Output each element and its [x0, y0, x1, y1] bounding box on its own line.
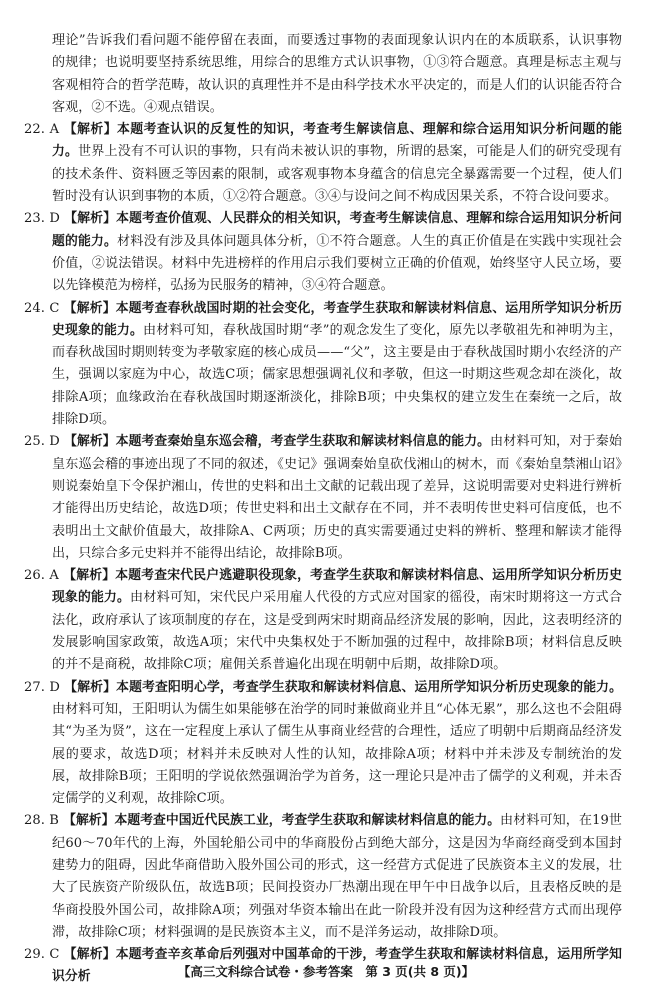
answer-number: 24. C [24, 300, 60, 316]
answer-item-22 [24, 119, 622, 208]
analysis-body: 由材料可知，在19世纪60～70年代的上海，外国轮船公司中的华商股份占到绝大部分，这是因为华商经商受到本国封建势力的阻碍，因此华商借助入股外国公司的形式，这一经营方式促进了民族资本主义的发展，壮大了民族资产阶级队伍，故选B项；民间投资办厂热潮出现在甲午中日战争以后，且表格反映的是华商投股外国公司，故排除A项；列强对华资本输出在此一阶段并没有因为这种经营方式而出现停滞，故排除C项；材料强调的是民族资本主义，而不是洋务运动，故排除D项。 [52, 813, 622, 940]
analysis-lead: 【解析】本题考查辛亥革命后列强对中国革命的干涉，考查学生获取和解读材料信息，运用所学知识分析 [52, 947, 622, 985]
answer-number: 28. B [24, 813, 59, 829]
analysis-lead: 【解析】本题考查宋代民户逃避职役现象，考查学生获取和解读材料信息、运用所学知识分析历史现象的能力。 [52, 568, 622, 606]
analysis-body: 材料没有涉及具体问题具体分析，①不符合题意。人生的真正价值是在实践中实现社会价值，②说法错误。材料中先进榜样的作用启示我们要树立正确的价值观，始终坚守人民立场，要以先锋模范为榜样，弘扬为民服务的精神，③④符合题意。 [52, 233, 622, 294]
answer-number: 27. D [24, 679, 60, 695]
analysis-body: 由材料可知，宋代民户采用雇人代役的方式应对国家的徭役，南宋时期将这一方式合法化，政府承认了该项制度的存在，这是受到两宋时期商品经济发展的影响，因此，这表明经济的发展影响国家政策，故选A项；宋代中央集权处于不断加强的过程中，故排除B项；材料信息反映的并不是商税，故排除C项；雇佣关系普遍化出现在明朝中后期，故排除D项。 [52, 590, 622, 673]
answer-number: 23. D [24, 211, 60, 227]
analysis-lead: 【解析】本题考查中国近代民族工业，考查学生获取和解读材料信息的能力。 [63, 813, 501, 829]
answer-number: 22. A [24, 122, 60, 138]
intro-paragraph: 理论”告诉我们看问题不能停留在表面，而要透过事物的表面现象认识内在的本质联系，认识事物的规律；也说明要坚持系统思维，用综合的思维方式认识事物，①③符合题意。真理是标志主观与客观相符合的哲学范畴，故认识的真理性并不是由科学技术水平决定的，而是人们的认识能否符合客观，②不选。④观点错误。 [52, 33, 622, 115]
answer-number: 25. D [24, 434, 60, 450]
answer-item-25 [24, 431, 622, 565]
answer-item-27 [24, 677, 622, 811]
analysis-body: 由材料可知，春秋战国时期“孝”的观念发生了变化，原先以孝敬祖先和神明为主，而春秋战国时期则转变为孝敬家庭的核心成员——“父”，这主要是由于春秋战国时期小农经济的产生，强调以家庭为中心，故选C项；儒家思想强调礼仪和孝敬，但这一时期这些观念却在淡化，故排除A项；血缘政治在春秋战国时期逐渐淡化，排除B项；中央集权的建立发生在秦统一之后，故排除D项。 [52, 322, 622, 428]
analysis-lead: 【解析】本题考查阳明心学，考查学生获取和解读材料信息、运用所学知识分析历史现象的能力。 [64, 679, 623, 695]
answer-item-28 [24, 810, 622, 944]
analysis-lead: 【解析】本题考查认识的反复性的知识，考查考生解读信息、理解和综合运用知识分析问题的能力。 [52, 122, 622, 160]
answer-item-24 [24, 298, 622, 432]
answer-number: 29. C [24, 947, 60, 963]
page-footer: 【高三文科综合试卷・参考答案 第 3 页(共 8 页)】 [177, 964, 475, 979]
analysis-lead: 【解析】本题考查价值观、人民群众的相关知识，考查考生解读信息、理解和综合运用知识分析问题的能力。 [52, 211, 623, 249]
answer-item-26 [24, 565, 622, 676]
analysis-body: 由材料可知，对于秦始皇东巡会稽的事迹出现了不同的叙述，《史记》强调秦始皇砍伐湘山的树木，而《秦始皇禁湘山诏》则说秦始皇下令保护湘山，传世的史料和出土文献的记载出现了差异，这说明需要对史料进行辨析才能得出历史结论，故选D项；传世史料和出土文献存在不同，并不表明传世史料可信度低，也不表明出土文献价值最大，故排除A、C两项；历史的真实需要通过史料的辨析、整理和解读才能得出，只综合多元史料并不能得出结论，故排除B项。 [52, 434, 623, 561]
analysis-body: 由材料可知，王阳明认为儒生如果能够在治学的同时兼做商业并且“心体无累”，那么这也不会阻碍其“为圣为贤”，这在一定程度上承认了儒生从事商业经营的合理性，适应了明朝中后期商品经济发展的要求，故选D项；材料并未反映对人性的认知，故排除A项；材料中并未涉及专制统治的发展，故排除B项；王阳明的学说依然强调治学为首务，这一理论只是冲击了儒学的义利观，并未否定儒学的义利观，故排除C项。 [52, 701, 622, 807]
answer-number: 26. A [24, 568, 59, 584]
analysis-body: 世界上没有不可认识的事物，只有尚未被认识的事物，所谓的悬案，可能是人们的研究受现有的技术条件、资料匮乏等因素的限制，或客观事物本身蕴含的信息完全暴露需要一个过程，使人们暂时没有认识到事物的本质，①②符合题意。③④与设问之间不构成因果关系，不符合设问要求。 [52, 144, 622, 205]
analysis-lead: 【解析】本题考查春秋战国时期的社会变化，考查学生获取和解读材料信息、运用所学知识分析历史现象的能力。 [52, 300, 622, 338]
analysis-lead: 【解析】本题考查秦始皇东巡会稽，考查学生获取和解读材料信息的能力。 [64, 434, 491, 450]
answer-item-23 [24, 208, 622, 297]
